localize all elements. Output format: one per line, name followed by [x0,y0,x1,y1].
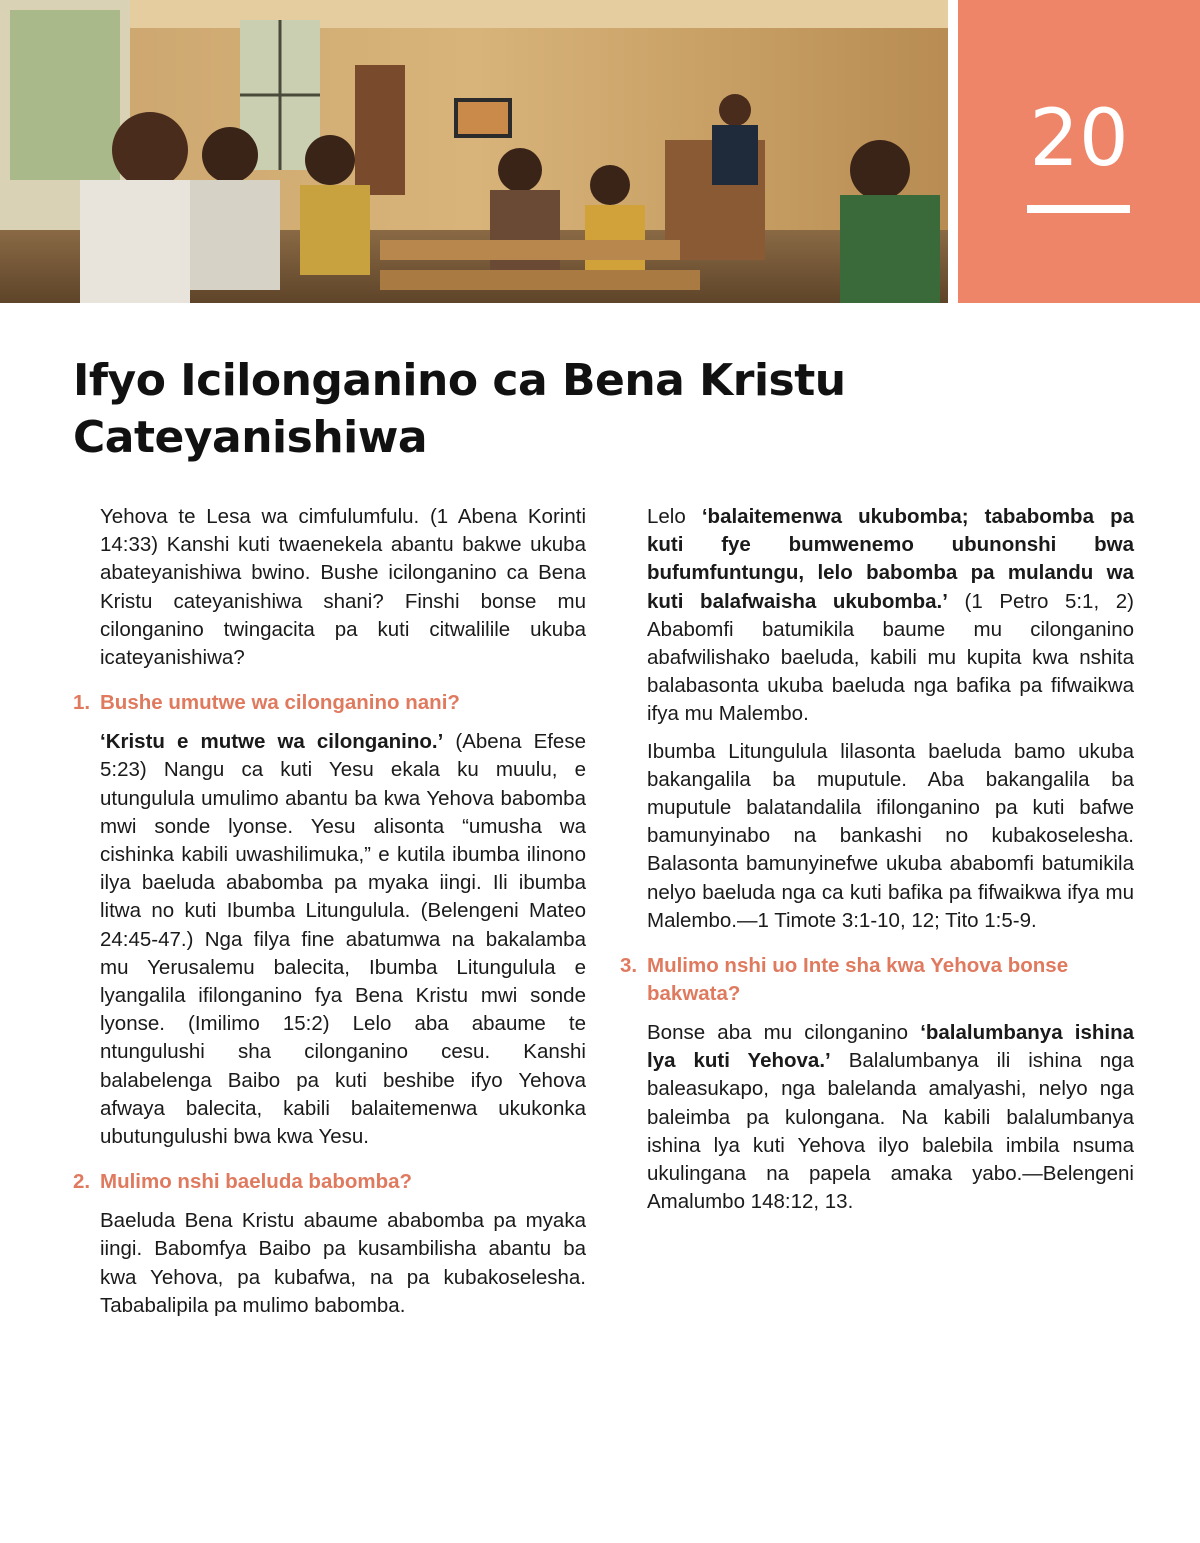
badge-divider [1027,205,1130,213]
question-number: 1. [73,691,91,715]
paragraph-text: (Abena Efese 5:23) Nangu ca kuti Yesu ekala ku muulu, e utungulula umulimo abantu ba kwa Yehova babomba mwi sonde lyonse. Yesu alisonta “umusha wa cishinka kabili uwashilimuka,” e kutila ibumba ilinono ilya baeluda ababomba pa myaka iingi. Ili ibumba litwa no kuti Ibumba Litungulula. (Belengeni Mateo 24:45-47.) Nga filya fine abatumwa na bakalamba mu Yerusalemu balecita, Ibumba Litungulula e lyangalila ifilonganino fya Bena Kristu mwi sonde lyonse. (Imilimo 15:2) Lelo aba abaume te ntungulushi sha cilonganino cesu. Kanshi balabelenga Baibo pa kuti beshibe ifyo Yehova afwaya balecita, kabili balaitemenwa ukukonka ubutungulushi bwa kwa Yesu. [100,730,586,1149]
lesson-number: 20 [1029,94,1129,184]
question-text: Bushe umutwe wa cilonganino nani? [100,691,460,715]
paragraph-text: Lelo [647,505,702,528]
section-1-paragraph [100,728,586,1151]
scripture-quote: ‘Kristu e mutwe wa cilonganino.’ [100,730,444,754]
section-3-paragraph [647,1019,1134,1216]
question-text: Mulimo nshi uo Inte sha kwa Yehova bonse bakwata? [647,954,1069,1006]
lesson-badge [958,0,1200,303]
question-heading-2 [73,1168,586,1196]
intro-paragraph: Yehova te Lesa wa cimfulumfulu. (1 Abena Korinti 14:33) Kanshi kuti twaenekela abantu bakwe ukuba abateyanishiwa bwino. Bushe icilonganino ca Bena Kristu cateyanishiwa shani? Finshi bonse mu cilonganino twingacita pa kuti citwalilile ukuba icateyanishiwa? [100,505,586,670]
question-heading-1 [73,689,586,717]
question-text: Mulimo nshi baeluda babomba? [100,1170,413,1194]
section-2-paragraph-2 [647,503,1134,729]
section-2-paragraph-1: Baeluda Bena Kristu abaume ababomba pa myaka iingi. Babomfya Baibo pa kusambilisha abantu ba kwa Yehova, pa kubafwa, na pa kubakoselesha. Tababalipila pa mulimo babomba. [100,1209,586,1317]
question-heading-3 [620,952,1134,1008]
question-number: 2. [73,1170,91,1194]
right-column [620,503,1134,1225]
question-number: 3. [620,954,638,978]
paragraph-text: (1 Petro 5:1, 2) Ababomfi batumikila baume mu cilonganino abafwilishako baeluda, kabili mu kupita kwa nshita balabasonta ukuba baeluda nga bafika pa fifwaikwa ifya mu Malembo. [647,589,1134,726]
scripture-quote: ‘balalumbanya ishina lya kuti Yehova.’ [647,1021,1134,1073]
hero-photo [0,0,948,303]
page-title: Ifyo Icilonganino ca Bena Kristu Cateyanishiwa [73,355,846,463]
paragraph-text: Balalumbanya ili ishina nga baleasukapo, nga balelanda amalyashi, nelyo nga baleimba pa kulongana. Na kabili balalumbanya ishina lya kuti Yehova ilyo balebila imbila nsuma ukulingana na papela amaka yabo.—Belengeni Amalumbo 148:12, 13. [647,1049,1134,1214]
congregation-meeting-photo-icon [0,0,948,303]
scripture-quote: ‘balaitemenwa ukubomba; tababomba pa kuti fye bumwenemo ubunonshi bwa bufumfuntungu, lelo babomba pa mulandu wa kuti balafwaisha ukubomba.’ [647,505,1134,613]
paragraph-text: Bonse aba mu cilonganino [647,1021,921,1045]
section-2-paragraph-3: Ibumba Litungulula lilasonta baeluda bamo ukuba bakangalila ba muputule. Aba bakangalila ba muputule balatandalila ifilonganino pa kuti bafwe bamunyinabo na bankashi no kubakoselesha. Balasonta bamunyinefwe ukuba ababomfi batumikila nelyo baeluda nga ca kuti bafika pa fifwaikwa ifya mu Malembo.—1 Timote 3:1-10, 12; Tito 1:5-9. [647,739,1134,932]
left-column [73,503,586,1329]
